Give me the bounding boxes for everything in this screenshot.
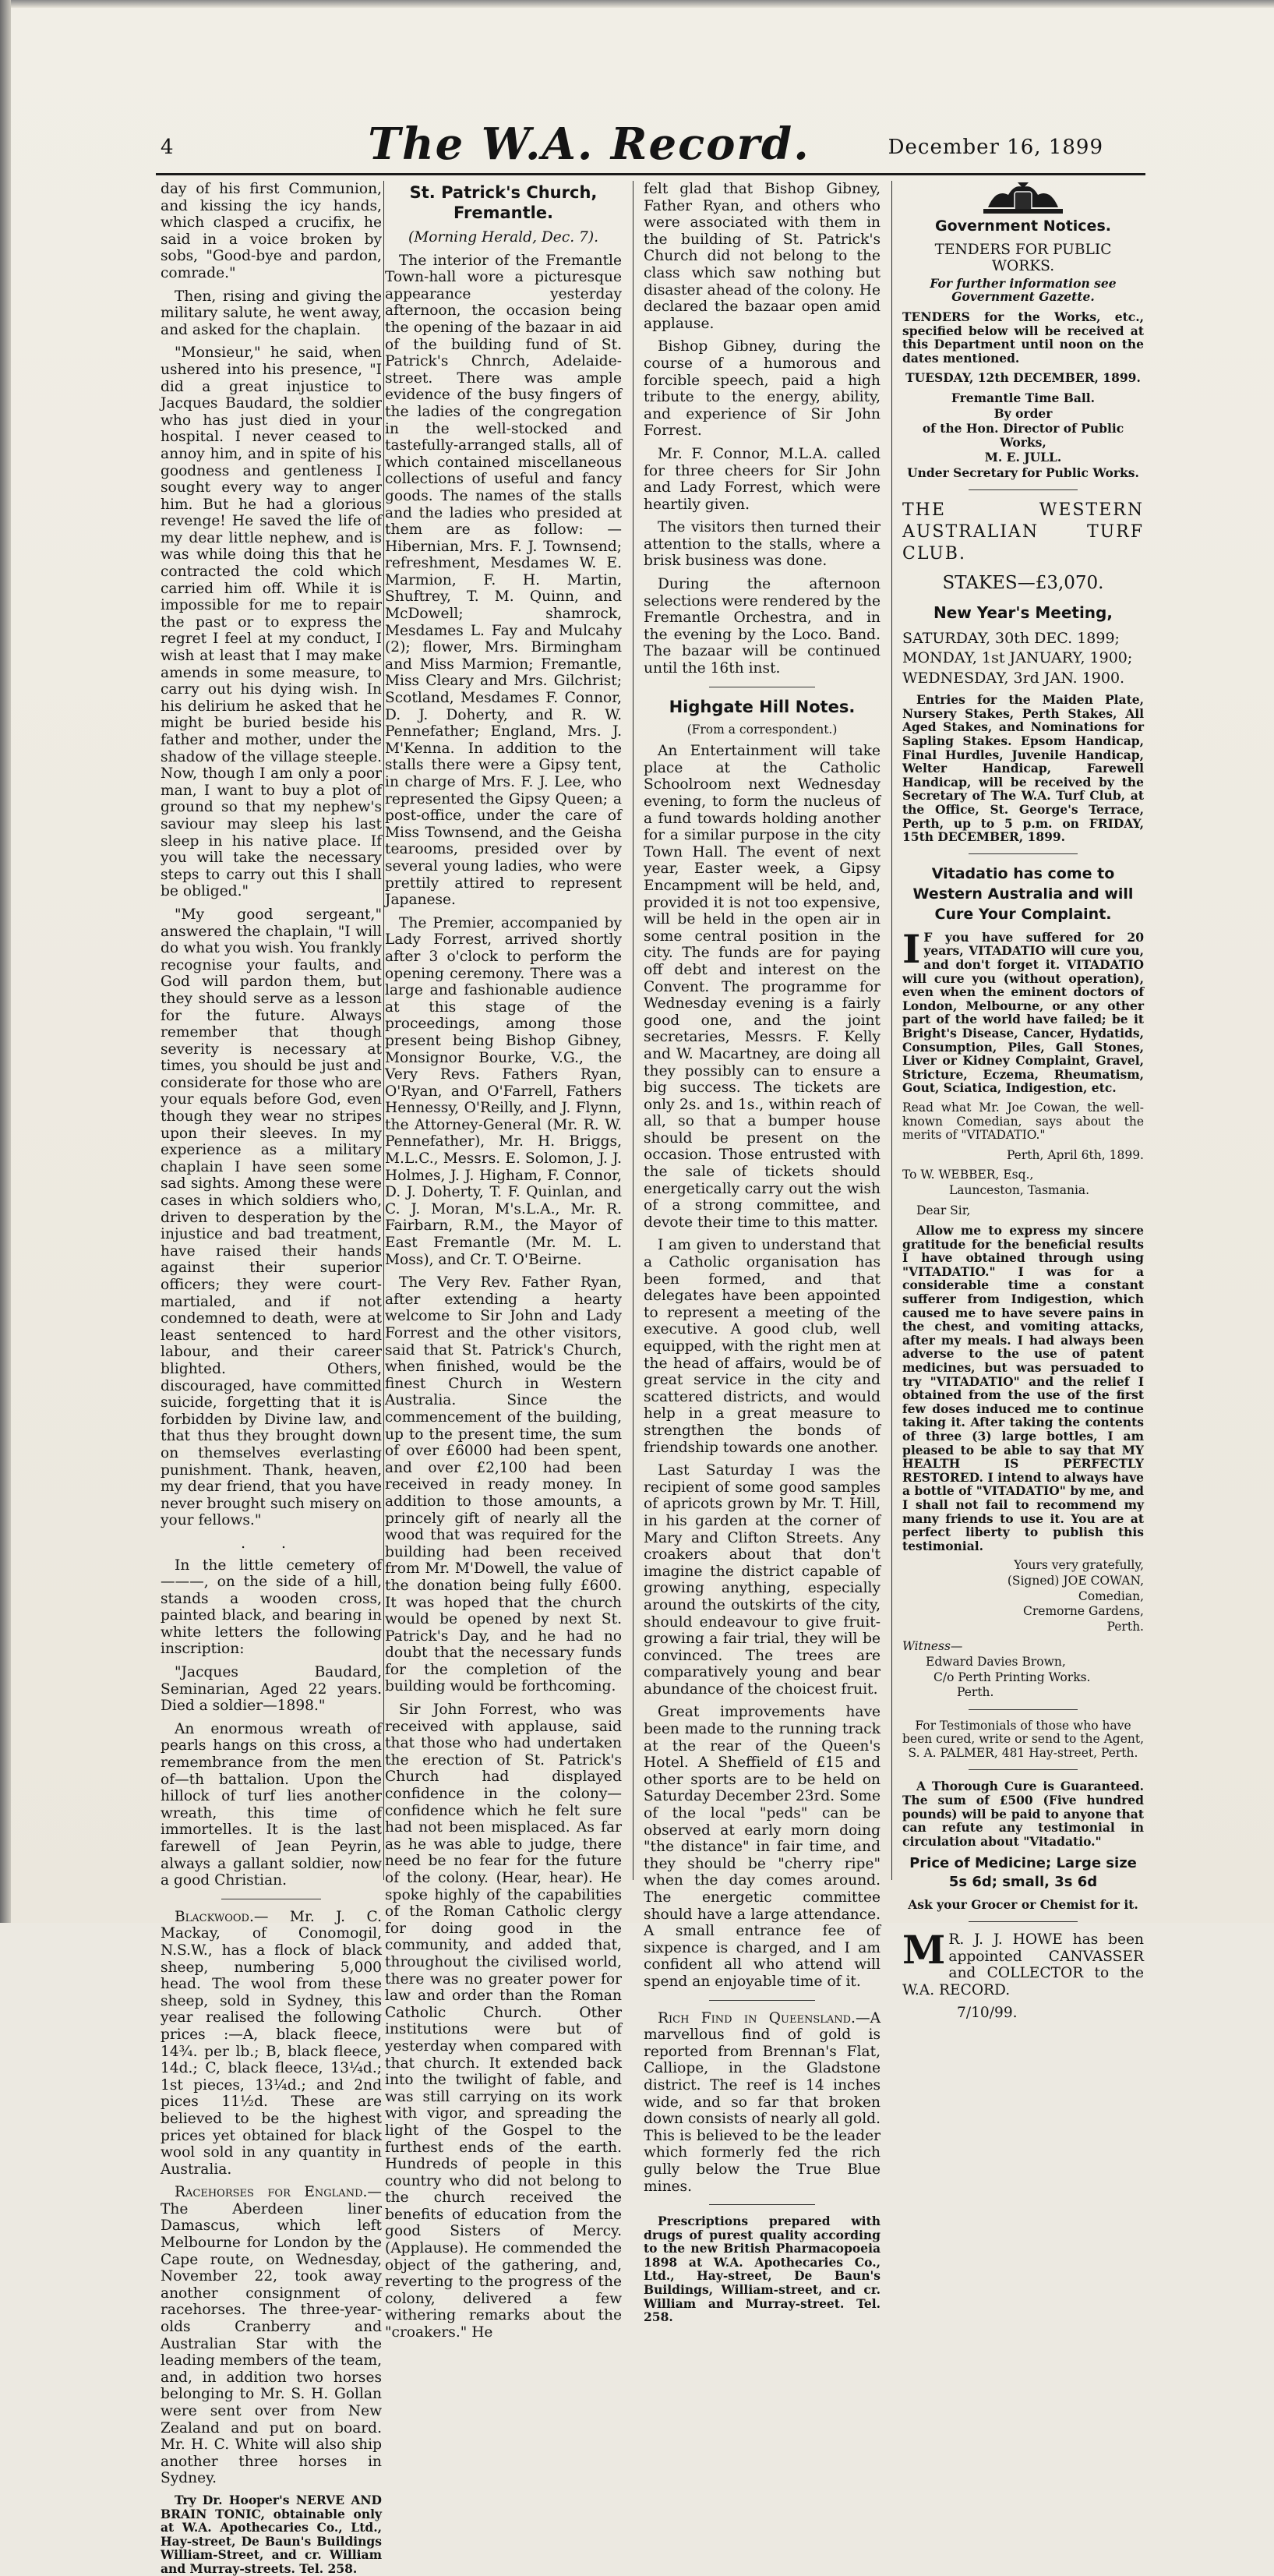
article-paragraph: Mr. F. Connor, M.L.A. called for three cheers for Sir John and Lady Forrest, which were heartily given.	[644, 445, 881, 513]
gov-notices-name: M. E. JULL.	[984, 450, 1062, 465]
article-paragraph: The visitors then turned their attention to the stalls, where a brisk business was done.	[644, 519, 881, 570]
story-paragraph: day of his first Communion, and kissing the icy hands, which clasped a crucifix, he said in a voice broken by sobs, "Good-bye and pardon, comrade."	[161, 181, 382, 281]
separator-rule	[969, 1921, 1078, 1922]
article-heading: St. Patrick's Church, Fremantle.	[409, 183, 598, 222]
vitadatio-read: Read what Mr. Joe Cowan, the well-known Comedian, says about the merits of "VITADATIO."	[902, 1100, 1144, 1143]
news-item-queensland	[644, 2010, 881, 2196]
vitadatio-guarantee: A Thorough Cure is Guaranteed. The sum of £500 (Five hundred pounds) will be paid to anyone that can refute any testimonial in circulation about "Vitadatio."	[902, 1779, 1144, 1849]
gov-notices-of: of the Hon. Director of Public Works,	[922, 421, 1124, 450]
column-4	[902, 181, 1145, 2022]
news-item-body: —The Aberdeen liner Damascus, which left Melbourne for London by the Cape route, on Wednesday, November 22, took away another consignment of racehorses. The three-year-olds Cranberry and Australian Star with the leading members of the team, and, in addition two horses belonging to Mr. S. H. Gollan were sent over from New Zealand and put on board. Mr. H. C. White will also ship another three horses in Sydney.	[161, 2184, 382, 2487]
drop-cap: I	[902, 925, 921, 972]
column-divider	[891, 181, 892, 1880]
column-2	[385, 181, 622, 2341]
column-3	[644, 181, 881, 2325]
article-paragraph: During the afternoon selections were rendered by the Fremantle Orchestra, and in the evening by the Loco. Band. The bazaar will be continued until the 16th inst.	[644, 576, 881, 677]
masthead-rule	[156, 173, 1145, 175]
royal-crest-icon	[980, 181, 1066, 215]
separator-rule	[969, 1709, 1078, 1710]
gov-notices-body: TENDERS for the Works, etc., specified below will be received at this Department until noon on the dates mentioned.	[902, 309, 1144, 366]
turf-club-title: THE WESTERN AUSTRALIAN TURF CLUB.	[902, 500, 1144, 564]
turf-meeting: New Year's Meeting,	[933, 602, 1113, 622]
turf-date-2: MONDAY, 1st JANUARY, 1900;	[902, 649, 1133, 667]
vitadatio-signed: (Signed) JOE COWAN,	[1007, 1573, 1144, 1588]
story-paragraph: Then, rising and giving the military salute, he went away, and asked for the chaplain.	[161, 288, 382, 338]
drop-cap: M	[902, 1927, 946, 1974]
news-item-racehorses	[161, 2184, 382, 2487]
article-paragraph: The interior of the Fremantle Town-hall wore a picturesque appearance yesterday afternoon, the occasion being the opening of the bazaar in aid of the building fund of St. Patrick's Chnrch, Adelaide-street. There was ample evidence of the busy fingers of the ladies of the congregation in the well-stocked and tastefully-arranged stalls, all of which contained miscellaneous collections of useful and fancy goods. The names of the stalls and the ladies who presided at them are as follow: —Hibernian, Mrs. F. J. Townsend; refreshment, Mesdames W. E. Marmion, F. H. Martin, Shuftrey, T. M. Quinn, and McDowell; shamrock, Mesdames L. Fay and Mulcahy (2); flower, Mrs. Birmingham and Miss Marmion; Fremantle, Miss Cleary and Mrs. Gilchrist; Scotland, Mesdames F. Connor, D. J. Doherty, and R. W. Pennefather; England, Mrs. J. M'Kenna. In addition to the stalls there were a Gipsy tent, in charge of Mrs. F. J. Lee, who represented the Gipsy Queen; a post-office, under the care of Miss Townsend, and the Geisha tearooms, presided over by several young ladies, who were prettily attired to represent Japanese.	[385, 252, 622, 909]
article-paragraph: The Premier, accompanied by Lady Forrest, arrived shortly after 3 o'clock to perform the opening ceremony. There was a large and fashionable audience at this stage of the proceedings, among those present being Bishop Gibney, Monsignor Bourke, V.G., the Very Revs. Fathers Ryan, O'Ryan, and O'Farrell, Fathers Hennessy, O'Reilly, and J. Flynn, the Attorney-General (Mr. R. W. Pennefather), Mr. H. Briggs, M.L.C., Messrs. E. Solomon, J. J. Holmes, J. J. Higham, F. Connor, D. J. Doherty, T. F. Quinlan, and C. J. Moran, M's.L.A., Mr. R. Fairbarn, R.M., the Mayor of East Fremantle (Mr. M. L. Moss), and Cr. T. O'Beirne.	[385, 914, 622, 1268]
vitadatio-body	[902, 925, 1144, 1096]
separator-rule	[969, 489, 1078, 490]
article-paragraph: The Very Rev. Father Ryan, after extending a hearty welcome to Sir John and Lady Forrest and the other visitors, said that St. Patrick's Church, when finished, would be the finest Church in Western Australia. Since the commencement of the building, up to the present time, the sum of over £6000 had been spent, and over £2,100 had been received in ready money. In addition to those amounts, a princely gift of nearly all the wood that was required for the building had been received from Mr. M'Dowell, the value of the donation being fully £600. It was hoped that the church would be opened by next St. Patrick's Day, and he had no doubt that the necessary funds for the completion of the building would be forthcoming.	[385, 1274, 622, 1695]
article-paragraph: Sir John Forrest, who was received with applause, said that those who had undertaken the erection of St. Patrick's Church had displayed confidence in the colony—confidence which he felt sure had not been misplaced. As far as he was able to judge, there need be no fear for the future of the colony. (Hear, hear). He spoke highly of the capabilities of the Roman Catholic clergy for doing good in the community, and added that, throughout the civilised world, there was no greater power for law and order than the Roman Catholic Church. Other institutions were but of yesterday when compared with that church. It extended back into the twilight of fable, and was still carrying on its work with vigor, and spreading the light of the Gospel to the furthest ends of the earth. Hundreds of people in this country who did not belong to the church received the benefits of education from the good Sisters of Mercy. (Applause). He commended the object of the gathering, and, reverting to the progress of the colony, delivered a few withering remarks about the "croakers." He	[385, 1701, 622, 2341]
separator-rule	[969, 1769, 1078, 1770]
vitadatio-to-2: Launceston, Tasmania.	[949, 1182, 1090, 1197]
vitadatio-ask: Ask your Grocer or Chemist for it.	[908, 1897, 1138, 1913]
story-paragraph: In the little cemetery of———, on the side of a hill, stands a wooden cross, painted black, and bearing in white letters the following inscription:	[161, 1557, 382, 1658]
page-number: 4	[161, 136, 174, 159]
turf-date-3: WEDNESDAY, 3rd JAN. 1900.	[902, 669, 1125, 687]
advertisement-prescriptions: Prescriptions prepared with drugs of purest quality according to the new British Pharmacopoeia 1898 at W.A. Apothecaries Co., Ltd., Hay-street, De Baun's Buildings, William-street, and cr. William and Murray-street. Tel. 258.	[644, 2214, 881, 2325]
vitadatio-sig-3: Perth.	[1106, 1619, 1144, 1634]
vitadatio-price: Price of Medicine; Large size 5s 6d; small, 3s 6d	[909, 1855, 1137, 1891]
gov-notices-by: By order	[993, 405, 1053, 421]
column-1	[161, 181, 382, 2576]
inscription: "Jacques Baudard, Seminarian, Aged 22 years. Died a soldier—1898."	[161, 1664, 382, 1715]
gov-notices-role: Under Secretary for Public Works.	[907, 465, 1139, 480]
vitadatio-witness-1: Edward Davies Brown,	[926, 1654, 1066, 1669]
news-item-body: —A marvellous find of gold is reported from Brennan's Flat, Calliope, in the Gladstone district. The reef is 14 inches wide, and so far that broken down consists of nearly all gold. This is believed to be the leader which formerly fed the rich gully below the True Blue mines.	[644, 2009, 881, 2195]
gov-notices-title: Government Notices.	[935, 217, 1111, 235]
news-item-head: Racehorses for England.	[175, 2184, 368, 2201]
column-divider	[383, 181, 384, 1880]
section-ornament: . .	[241, 1535, 302, 1552]
howe-notice	[902, 1927, 1144, 1998]
vitadatio-body-text: F you have suffered for 20 years, VITADATIO will cure you, and don't forget it. VITADATIO will cure you (without operation), even when the eminent doctors of London, Melbourne, or any other part of the world have failed; be it Bright's Disease, Cancer, Hydatids, Consumption, Piles, Gall Stones, Liver or Kidney Complaint, Gravel, Stricture, Eczema, Rheumatism, Gout, Sciatica, Indigestion, etc.	[902, 929, 1144, 1096]
separator-rule	[709, 2000, 816, 2001]
story-paragraph: "My good sergeant," answered the chaplain, "I will do what you wish. You frankly recognise your faults, and God will pardon them, but they should serve as a lesson for the future. Always remember that though severity is necessary at times, you should be just and considerate for those who are your equals before God, even though they wear no stripes upon their sleeves. In my experience as a military chaplain I have seen some sad sights. Among these were cases in which soldiers who, driven to desperation by the injustice and bad treatment, have raised their hands against their superior officers; they were court-martialed, and if not condemned to death, were at least sentenced to hard labour, and their career blighted. Others, discouraged, have committed suicide, forgetting that it is forbidden by Divine law, and that thus they brought down on themselves everlasting punishment. Thank, heaven, my dear friend, that you have never brought such misery on your fellows."	[161, 906, 382, 1529]
article-paragraph: Last Saturday I was the recipient of some good samples of apricots grown by Mr. T. Hill, in his garden at the corner of Mary and Clifton Streets. Any croakers about that don't imagine the district capable of growing anything, especially around the outskirts of the city, should endeavour to give fruit-growing a fair trial, they will be convinced. The trees are comparatively young and bear abundance of the choicest fruit.	[644, 1462, 881, 1698]
story-paragraph: An enormous wreath of pearls hangs on this cross, a remembrance from the men of—th battalion. Upon the hillock of turf lies another wreath, this time of immortelles. It is the last farewell of Jean Peyrin, always a gallant soldier, now a good Christian.	[161, 1720, 382, 1889]
article-paragraph: I am given to understand that a Catholic organisation has been formed, and that delegates have been appointed to represent a meeting of the executive. A good club, well equipped, with the right men at the head of affairs, would be of great service in the city and scattered districts, and would help in a great measure to strengthen the bonds of friendship towards one another.	[644, 1237, 881, 1456]
vitadatio-testimonials: For Testimonials of those who have been cured, write or send to the Agent, S. A. PALMER, 481 Hay-street, Perth.	[902, 1718, 1145, 1760]
vitadatio-letter: Allow me to express my sincere gratitude for the beneficial results I have obtained through using "VITADATIO." I was for a considerable time a constant sufferer from Indigestion, which caused me to have severe pains in the chest, and vomiting attacks, after my meals. I had always been adverse to the use of patent medicines, but was persuaded to try "VITADATIO" and the relief I obtained from the use of the first few doses induced me to continue taking it. After taking the contents of three (3) large bottles, I am pleased to be able to say that MY HEALTH IS PERFECTLY RESTORED. I intend to always have a bottle of "VITADATIO" by me, and I shall not fail to recommend my many friends to use it. You are at perfect liberty to publish this testimonial.	[902, 1223, 1144, 1553]
article-paragraph: An Entertainment will take place at the Catholic Schoolroom next Wednesday evening, to form the nucleus of a fund towards holding another for a similar purpose in the city Town Hall. The event of next year, Easter week, a Gipsy Encampment will be held, and, provided it is not too expensive, will be held in the open air in some central position in the city. The funds are for paying off debt and interest on the Convent. The programme for Wednesday evening is a fairly good one, and the joint secretaries, Messrs. F. Kelly and W. Macartney, are doing all they possibly can to ensure a big success. The tickets are only 2s. and 1s., within reach of all, so that a bumper house should be present on the occasion. Those entrusted with the sale of tickets should energetically carry out the wish of a strong committee, and devote their time to this matter.	[644, 743, 881, 1231]
advertisement-tonic: Try Dr. Hooper's NERVE AND BRAIN TONIC, obtainable only at W.A. Apothecaries Co., Ltd., Hay-street, De Baun's Buildings William-Street, and cr. William and Murray-streets. Tel. 258.	[161, 2492, 382, 2576]
article-paragraph: Great improvements have been made to the running track at the rear of the Queen's Hotel. A Sheffield of £15 and other sports are to be held on Saturday December 23rd. Some of the local "peds" can be observed at early morn doing "the distance" in fair time, and they should be "cherry ripe" when the day comes around. The energetic committee should have a large attendance. A small entrance fee of sixpence is charged, and I am confident all who attend will spend an enjoyable time of it.	[644, 1704, 881, 1990]
vitadatio-witness-2: C/o Perth Printing Works.	[933, 1670, 1091, 1684]
article-paragraph: felt glad that Bishop Gibney, Father Ryan, and others who were associated with them in the building of St. Patrick's Church did not belong to the class which saw nothing but disaster ahead of the colony. He declared the bazaar open amid applause.	[644, 181, 881, 332]
masthead	[161, 118, 1135, 173]
news-item-head: Blackwood.	[175, 1908, 254, 1925]
vitadatio-place: Perth, April 6th, 1899.	[1006, 1147, 1144, 1162]
vitadatio-dear: Dear Sir,	[916, 1203, 971, 1217]
article-source: (Morning Herald, Dec. 7).	[408, 229, 599, 246]
paper-title: The W.A. Record.	[368, 118, 810, 170]
vitadatio-witness-3: Perth.	[957, 1685, 994, 1700]
separator-rule	[709, 2204, 816, 2205]
gov-notices-subtitle: TENDERS FOR PUBLIC WORKS.	[934, 241, 1112, 275]
scan-edge-top	[0, 0, 1274, 8]
news-item-body: — Mr. J. C. Mackay, of Conomogil, N.S.W., has a flock of black sheep, numbering 5,000 head. The wool from these sheep, sold in Sydney, this year realised the following prices :—A, black fleece, 14¾. per lb.; B, black fleece, 14d.; C, black fleece, 13¼d.; 1st pieces, 13¼d.; and 2nd pices 11½d. These are believed to be the highest prices yet obtained for black wool sold in any quantity in Australia.	[161, 1908, 382, 2178]
turf-stakes: STAKES—£3,070.	[942, 572, 1104, 593]
gov-notices-info: For further information see Government Gazette.	[930, 275, 1117, 305]
news-item-blackwood	[161, 1909, 382, 2178]
article-heading: Highgate Hill Notes.	[669, 697, 856, 716]
article-source: (From a correspondent.)	[686, 722, 838, 737]
vitadatio-title: Vitadatio has come to Western Australia and will Cure Your Complaint.	[912, 864, 1134, 923]
vitadatio-sig-2: Cremorne Gardens,	[1023, 1604, 1144, 1619]
story-paragraph: "Monsieur," he said, when ushered into his presence, "I did a great injustice to Jacques Baudard, the soldier who has just died in your hospital. I never ceased to annoy him, and in spite of his goodness and gentleness I sought every way to anger him. But he had a glorious revenge! He saved the life of my dear little nephew, and is was while doing this that he contracted the cold which carried him off. While it is impossible for me to repair the past or to express the regret I feel at my conduct, I wish at least that I may make amends in some measure, to carry out his dying wish. In his delirium he asked that he might be buried beside his father and mother, under the shadow of the village steeple. Now, though I am only a poor man, I want to buy a plot of ground so that my nephew's saviour may sleep his last sleep in his native place. If you will take the necessary steps to carry out this I shall be obliged."	[161, 345, 382, 900]
gov-notices-item: Fremantle Time Ball.	[951, 390, 1096, 405]
news-item-head: Rich Find in Queensland.	[658, 2009, 856, 2027]
howe-date: 7/10/99.	[957, 2005, 1018, 2022]
gov-notices-date: TUESDAY, 12th DECEMBER, 1899.	[905, 370, 1141, 386]
vitadatio-yours: Yours very gratefully,	[1014, 1558, 1144, 1573]
turf-date-1: SATURDAY, 30th DEC. 1899;	[902, 629, 1120, 647]
article-paragraph: Bishop Gibney, during the course of a humorous and forcible speech, paid a high tribute to the energy, ability, and experience of Sir John Forrest.	[644, 338, 881, 440]
howe-notice-text: R. J. J. HOWE has been appointed CANVASSER and COLLECTOR to the W.A. RECORD.	[902, 1931, 1144, 1998]
scan-edge-left	[0, 0, 11, 1923]
separator-rule	[969, 853, 1078, 854]
vitadatio-witness: Witness—	[902, 1639, 963, 1654]
vitadatio-to: To W. WEBBER, Esq.,	[902, 1168, 1034, 1182]
vitadatio-sig-1: Comedian,	[1078, 1588, 1144, 1603]
turf-body: Entries for the Maiden Plate, Nursery Stakes, Perth Stakes, All Aged Stakes, and Nominations for Sapling Stakes. Epsom Handicap, Final Hurdles, Juvenile Handicap, Welter Handicap, Farewell Handicap, will be received by the Secretary of The W.A. Turf Club, at the Office, St. George's Terrace, Perth, up to 5 p.m. on FRIDAY, 15th DECEMBER, 1899.	[902, 692, 1144, 845]
issue-date: December 16, 1899	[888, 136, 1103, 159]
